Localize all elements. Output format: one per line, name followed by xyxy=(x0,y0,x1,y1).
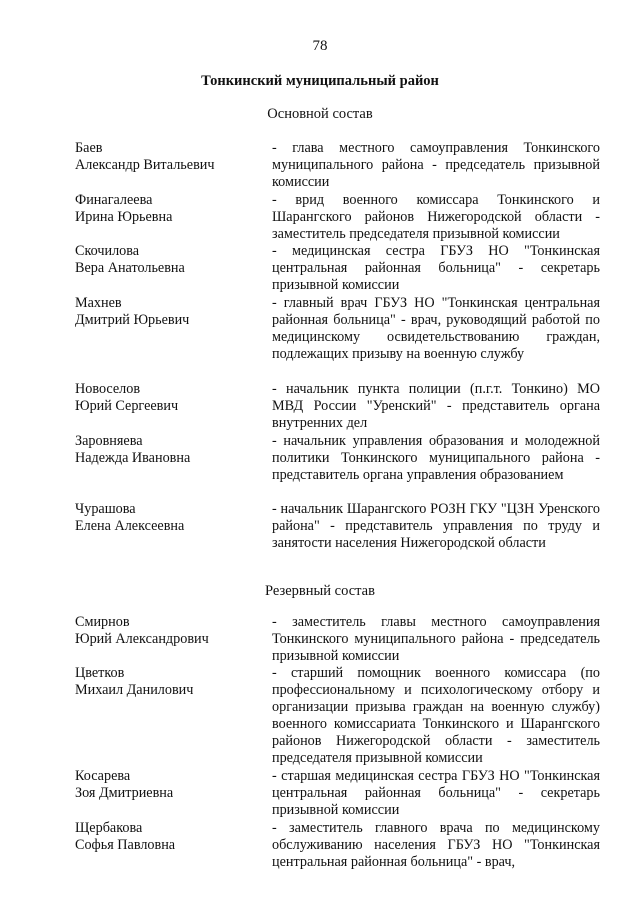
member-given-name: Елена Алексеевна xyxy=(75,518,185,534)
member-name xyxy=(75,614,265,648)
member-role: - заместитель главы местного самоуправления Тонкинского муниципального района - председатель призывной комиссии xyxy=(272,614,600,664)
member-name xyxy=(75,501,265,535)
member-name xyxy=(75,433,265,467)
member-given-name: Михаил Данилович xyxy=(75,682,194,698)
member-surname: Махнев xyxy=(75,295,122,311)
member-name xyxy=(75,243,265,277)
member-surname: Смирнов xyxy=(75,614,130,630)
section-heading-reserve: Резервный состав xyxy=(265,583,375,599)
member-name xyxy=(75,192,265,226)
member-given-name: Вера Анатольевна xyxy=(75,260,185,276)
member-given-name: Надежда Ивановна xyxy=(75,450,191,466)
member-role: - медицинская сестра ГБУЗ НО "Тонкинская центральная районная больница" - секретарь призывной комиссии xyxy=(272,243,600,293)
member-surname: Чурашова xyxy=(75,501,136,517)
section-heading-main: Основной состав xyxy=(267,106,373,122)
member-name xyxy=(75,140,265,174)
member-surname: Цветков xyxy=(75,665,125,681)
member-role: - заместитель главного врача по медицинскому обслуживанию населения ГБУЗ НО "Тонкинская центральная районная больница" - врач, xyxy=(272,820,600,870)
member-surname: Финагалеева xyxy=(75,192,153,208)
member-role: - глава местного самоуправления Тонкинского муниципального района - председатель призывной комиссии xyxy=(272,140,600,190)
page-number: 78 xyxy=(312,38,328,54)
member-given-name: Дмитрий Юрьевич xyxy=(75,312,190,328)
member-given-name: Софья Павловна xyxy=(75,837,176,853)
district-title: Тонкинский муниципальный район xyxy=(201,73,439,89)
member-surname: Щербакова xyxy=(75,820,143,836)
member-given-name: Юрий Александрович xyxy=(75,631,209,647)
member-given-name: Юрий Сергеевич xyxy=(75,398,179,414)
member-surname: Новоселов xyxy=(75,381,141,397)
member-surname: Скочилова xyxy=(75,243,140,259)
member-name xyxy=(75,768,265,802)
member-surname: Косарева xyxy=(75,768,131,784)
member-role: - начальник управления образования и молодежной политики Тонкинского муниципального района - представитель органа управления образованием xyxy=(272,433,600,483)
member-role: - старшая медицинская сестра ГБУЗ НО "Тонкинская центральная районная больница" - секретарь призывной комиссии xyxy=(272,768,600,818)
member-role: - старший помощник военного комиссара (по профессиональному и психологическому отбору и организации призыва граждан на военную службу) военного комиссариата Тонкинского и Шарангского районов Нижегородской области - заместитель председателя призывной комиссии xyxy=(272,665,600,766)
member-role: - начальник пункта полиции (п.г.т. Тонкино) МО МВД России "Уренский" - представитель органа внутренних дел xyxy=(272,381,600,431)
member-given-name: Александр Витальевич xyxy=(75,157,215,173)
member-surname: Заровняева xyxy=(75,433,143,449)
member-given-name: Ирина Юрьевна xyxy=(75,209,173,225)
member-given-name: Зоя Дмитриевна xyxy=(75,785,174,801)
member-name xyxy=(75,820,265,854)
member-name xyxy=(75,665,265,699)
member-name xyxy=(75,381,265,415)
member-name xyxy=(75,295,265,329)
member-surname: Баев xyxy=(75,140,103,156)
member-role: - главный врач ГБУЗ НО "Тонкинская центральная районная больница" - врач, руководящий работой по медицинскому освидетельствованию граждан, подлежащих призыву на военную службу xyxy=(272,295,600,362)
member-role: - начальник Шарангского РОЗН ГКУ "ЦЗН Уренского района" - представитель управления по труду и занятости населения Нижегородской области xyxy=(272,501,600,551)
member-role: - врид военного комиссара Тонкинского и Шарангского районов Нижегородской области - заместитель председателя призывной комиссии xyxy=(272,192,600,242)
